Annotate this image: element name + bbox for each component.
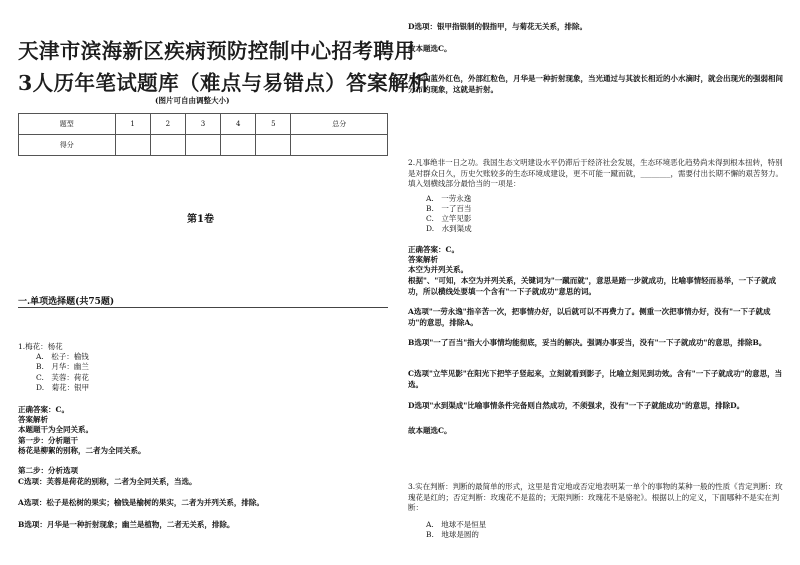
q1-option-d: D. 菊花：银甲 [36,383,90,392]
q2-analysis-paragraph: 根据"、"可知，本空为并列关系，关键词为"一蹴而就"，意思是踏一步就成功，比喻事情轻而易举，一下子就成功，所以横线处要填一个含有"一下子就成功"意思的词。 [408,276,777,296]
right-column [400,0,795,565]
score-header-cell: 1 [115,114,150,135]
image-note: (图片可自由调整大小) [155,96,230,105]
q1-analysis-line: 本题题干为全同关系。 [18,425,93,434]
q1-option-c: C. 芙蓉：荷花 [36,373,89,382]
q3-option-b: B. 地球是圆的 [426,530,479,539]
score-cell [221,135,256,156]
score-header-cell: 3 [185,114,220,135]
q1-answer: 正确答案：C。 [18,405,69,414]
score-cell [115,135,150,156]
q1-analysis-line: 第二步：分析选项 [18,466,78,475]
section-divider [18,307,388,308]
q2-option-b: B. 一了百当 [426,204,472,213]
q1-extra-note: 月华内蓝外红色，外部红粒色，月华是一种折射现象，当光通过与其波长相近的小水滴时，就会出现光的强弱相间分布的现象，这就是折射。 [408,74,783,94]
q1-stem: 1.梅花：杨花 [18,342,63,351]
section-title: 一.单项选择题(共75题) [18,297,115,307]
q1-option-d-analysis: D选项：银甲指银制的假指甲，与菊花无关系，排除。 [408,22,588,31]
q2-option-d: D. 水到渠成 [426,224,472,233]
score-cell [150,135,185,156]
q3-option-a: A. 地球不是恒星 [426,520,487,529]
score-header-cell: 4 [221,114,256,135]
q2-option-b-analysis: B选项"一了百当"指大小事情均能彻底，妥当的解决。强调办事妥当，没有"一下子就成功"的意思，排除B。 [408,338,767,347]
q2-answer: 正确答案：C。 [408,245,459,254]
score-table-header-row [19,114,388,135]
q2-note: 本空为并列关系。 [408,265,468,274]
q1-analysis-line: C选项：芙蓉是荷花的别称，二者为全同关系，当选。 [18,477,197,486]
q2-option-c-analysis: C选项"立竿见影"在阳光下把竿子竖起来，立刻就看到影子，比喻立刻见到功效。含有"一下子就成功"的意思，当选。 [408,369,783,389]
score-table-score-row [19,135,388,156]
score-row-label: 得分 [19,135,116,156]
score-table [18,113,388,156]
q1-analysis-label: 答案解析 [18,415,48,424]
q1-option-b: B. 月华：幽兰 [36,362,89,371]
q2-option-c: C. 立竿见影 [426,214,472,223]
volume-heading: 第1卷 [187,214,214,225]
q1-analysis-line: 杨花是柳絮的别称，二者为全同关系。 [18,446,146,455]
q2-option-d-analysis: D选项"水到渠成"比喻事情条件完备则自然成功，不须强求，没有"一下子就能成功"的意思，排除D。 [408,401,745,410]
doc-title-line2: 3人历年笔试题库（难点与易错点）答案解析 [18,71,430,95]
q3-stem: 3.实在判断：判断的最简单的形式，这里是肯定地或否定地表明某一单个的事物的某种一般的性质《肯定判断：玫瑰花是红的；否定判断：玫瑰花不是蓝的；无限判断：玫瑰花不是骆驼》。根据以上的定义，下面哪种不是实在判断： [408,482,783,512]
q1-analysis-line: B选项：月华是一种折射现象；幽兰是植物，二者无关系，排除。 [18,520,235,529]
score-header-cell: 5 [256,114,291,135]
score-cell [185,135,220,156]
score-header-cell: 总分 [291,114,388,135]
q2-analysis-label: 答案解析 [408,255,438,264]
q2-conclusion: 故本题选C。 [408,426,452,435]
q1-analysis-line: A选项：松子是松树的果实；榆钱是榆树的果实，二者为并列关系，排除。 [18,498,264,507]
q1-option-a: A. 松子：榆钱 [36,352,89,361]
q2-stem: 2.凡事绝非一日之功。我国生态文明建设水平仍滞后于经济社会发展，生态环境恶化趋势尚未得到根本扭转，特别是对群众日久，历史欠账较多的生态环境成建设，更不可能一蹴而就，________，需要付出长期不懈的艰苦努力。填入划横线部分最恰当的一项是： [408,158,783,188]
q2-option-a: A. 一劳永逸 [426,194,472,203]
q1-conclusion: 故本题选C。 [408,44,452,53]
score-header-cell: 题型 [19,114,116,135]
score-header-cell: 2 [150,114,185,135]
q1-analysis-line: 第一步：分析题干 [18,436,78,445]
score-cell [291,135,388,156]
doc-title-line1: 天津市滨海新区疾病预防控制中心招考聘用 [18,39,416,63]
q2-option-a-analysis: A选项"一劳永逸"指辛苦一次，把事情办好，以后就可以不再费力了。侧重一次把事情办好，没有"一下子就成功"的意思，排除A。 [408,307,771,327]
score-cell [256,135,291,156]
